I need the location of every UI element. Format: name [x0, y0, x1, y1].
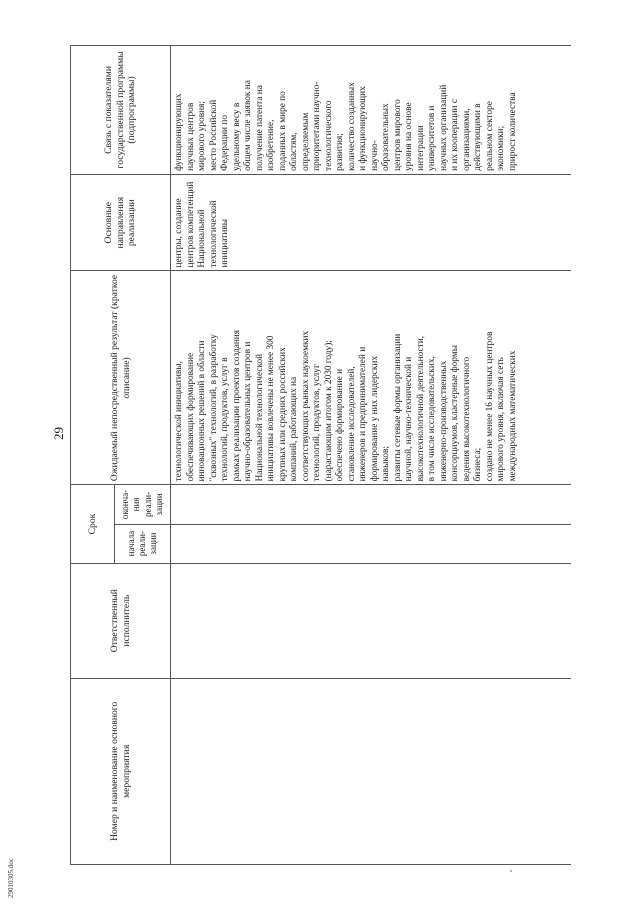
cell-number-name [171, 678, 571, 864]
result-line: научно-образовательных центров и [243, 341, 254, 482]
indicator-line: реальном секторе [484, 101, 495, 171]
header-indicators: Связь с показателями государственной программы (подпрограммы) [71, 46, 171, 175]
result-line: Национальной технологической [254, 353, 265, 482]
indicator-line: количество созданных [346, 82, 357, 171]
cell-term-start [171, 524, 571, 563]
result-line: рамках реализации проектов создания [231, 329, 242, 482]
cell-result [171, 271, 571, 485]
result-line: становление исследователей, [346, 366, 357, 482]
indicator-line: место Российской [208, 99, 219, 171]
directions-line: инициативы [220, 219, 231, 268]
indicator-line: научно- [369, 140, 380, 171]
indicator-line: образовательных [381, 103, 392, 171]
indicator-line: получение патента на [254, 85, 265, 171]
result-line: инновационных решений в области [197, 340, 208, 482]
header-executor: Ответственный исполнитель [71, 563, 171, 678]
result-line: обеспечено формирование и [335, 368, 346, 482]
result-line: развиты сетевые формы организации [392, 333, 403, 482]
header-term: Срок [71, 485, 115, 563]
indicator-line: общем числе заявок на [243, 80, 254, 171]
indicator-line: уровня на основе [404, 102, 415, 171]
document-code: 29010305.doc [7, 858, 15, 898]
result-line: крупных или средних российских [277, 347, 288, 482]
result-line: инициативы вовлечены не менее 300 [266, 335, 277, 482]
cell-indicators [171, 46, 571, 175]
result-line: соответствующих рынках наукоемких [300, 330, 311, 482]
page-number: 29 [51, 427, 66, 440]
result-line: бизнеса; [473, 447, 484, 482]
result-line: технологий, продуктов, услуг [312, 364, 323, 482]
result-line: научной, научно-технической и [404, 356, 415, 482]
indicator-line: технологического [323, 100, 334, 171]
indicator-line: действующими в [473, 103, 484, 171]
indicator-line: научных организаций [438, 84, 449, 171]
result-line: компаний, работающих на [289, 376, 300, 482]
cell-term-end [171, 485, 571, 524]
indicator-line: удельному весу в [231, 102, 242, 171]
indicator-line: интеграции [415, 125, 426, 171]
result-line: консорциумов, кластерные формы [450, 345, 461, 482]
directions-line: центров компетенций [185, 181, 196, 268]
header-result: Ожидаемый непосредственный результат (краткое описание) [71, 271, 171, 485]
result-line: инженерно-производственных [438, 360, 449, 482]
result-line: технологий, продуктов, услуг в [220, 357, 231, 482]
indicator-line: центров мирового [392, 99, 403, 171]
result-line: навыков; [381, 446, 392, 482]
result-line: создано не менее 16 научных центров [484, 331, 495, 482]
header-term-start: начала реали-зации [115, 524, 171, 563]
header-number-name: Номер и наименование основного мероприятия [71, 678, 171, 864]
indicator-line: определяемым [300, 112, 311, 171]
indicator-line: организациями, [461, 108, 472, 171]
header-directions: Основные направления реализации [71, 174, 171, 271]
indicator-line: и их кооперации с [450, 99, 461, 171]
cell-executor [171, 563, 571, 678]
rotated-table-sheet [70, 45, 570, 865]
indicator-line: развития; [335, 133, 346, 171]
indicator-line: Федерации по [220, 115, 231, 171]
result-line: мирового уровня, включая сеть [496, 357, 507, 482]
indicator-line: приоритетами научно- [312, 81, 323, 171]
result-line: обеспечивающих формирование [185, 352, 196, 482]
directions-line: технологической [208, 200, 219, 268]
indicator-line: мирового уровня; [197, 101, 208, 171]
directions-line: центры, создание [174, 198, 184, 268]
program-activities-table [70, 45, 571, 865]
indicator-line: изобретение, [266, 119, 277, 171]
result-line: (нарастающим итогом к 2030 году); [323, 340, 334, 482]
indicator-line: университетов и [427, 105, 438, 171]
result-line: "сквозных" технологий, в разработку [208, 334, 219, 482]
indicator-line: экономики; [496, 125, 507, 171]
result-line: ведения высокотехнологичного [461, 356, 472, 482]
indicator-line: областям, [289, 132, 300, 171]
scan-speck [510, 870, 512, 872]
indicator-line: прирост количества [507, 92, 518, 171]
indicator-line: и функционирующих [358, 86, 369, 171]
result-line: в том числе исследовательских, [427, 356, 438, 482]
result-line: международных математических [507, 350, 518, 482]
indicator-line: поданных в мире по [277, 91, 288, 171]
result-line: формирование у них лидерских [369, 356, 380, 482]
cell-directions [171, 174, 571, 271]
indicator-line: научных центров [185, 102, 196, 171]
result-line: инженеров и предпринимателей и [358, 346, 369, 482]
result-line: высокотехнологичной деятельности, [415, 336, 426, 482]
header-term-end: оконча-ния реали-зации [115, 485, 171, 524]
result-line: технологической инициативы, [174, 361, 184, 482]
directions-line: Национальной [197, 209, 208, 268]
indicator-line: функционирующих [174, 93, 184, 171]
